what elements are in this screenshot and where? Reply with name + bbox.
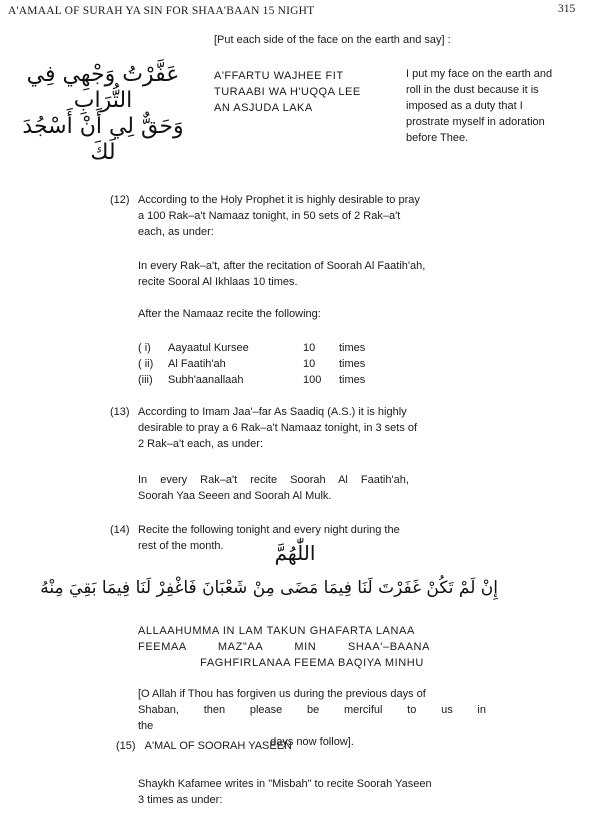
dua1-translit-line: AN ASJUDA LAKA [214, 102, 313, 114]
dua1-arabic-line2: وَحَقٌّ لِي أَنْ أَسْجُدَ لَكَ [22, 114, 184, 165]
dua1-translit-line: A'FFARTU WAJHEE FIT [214, 70, 344, 82]
dua1-translit-line: TURAABI WA H'UQQA LEE [214, 86, 361, 98]
dua1-arabic [8, 62, 198, 166]
item15-line: 3 times as under: [138, 794, 223, 806]
item15-line: Shaykh Kafamee writes in "Misbah" to recite Soorah Yaseen [138, 778, 432, 790]
item13-para2-line: In every Rak–a't recite Soorah Al Faatih'ah, [138, 474, 409, 486]
item14-translit-line: ALLAAHUMMA IN LAM TAKUN GHAFARTA LANAA [138, 625, 415, 637]
dua1-translation-line: I put my face on the earth and [406, 68, 553, 80]
item14-line: rest of the month. [138, 540, 224, 552]
item-number: (14) [110, 524, 130, 536]
item14-line: Recite the following tonight and every night during the [138, 524, 400, 536]
item12-line: According to the Holy Prophet it is highly desirable to pray [138, 194, 420, 206]
item13-line: According to Imam Jaa'–far As Saadiq (A.S.) it is highly [138, 406, 407, 418]
item-number: (12) [110, 194, 130, 206]
dua1-translation-line: roll in the dust because it is [406, 84, 539, 96]
item14-translation-line: Shaban, then please be merciful to us in the [138, 704, 486, 732]
item12-para2 [138, 258, 488, 290]
item-12 [110, 192, 485, 240]
item15-body [138, 776, 488, 808]
page-number: 315 [558, 3, 576, 15]
running-header: A'AMAAL OF SURAH YA SIN FOR SHAA'BAAN 15 NIGHT [8, 5, 315, 17]
intro-instruction: [Put each side of the face on the earth and say] : [214, 34, 451, 46]
item-13 [110, 404, 485, 452]
item14-transliteration [138, 623, 486, 671]
item12-para2-line: recite Sooral Al Ikhlaas 10 times. [138, 276, 298, 288]
item14-translation-line: [O Allah if Thou has forgiven us during the previous days of [138, 688, 426, 700]
list-item: (iii) Subh'aanallaah 100 times [138, 374, 366, 386]
dua1-arabic-line1: عَفَّرْتُ وَجْهِي فِي التُّرَابِ [26, 62, 180, 113]
list-item: ( i) Aayaatul Kursee 10 times [138, 342, 366, 354]
item15-heading: A'MAL OF SOORAH YASEEN [144, 740, 293, 752]
dua1-translation-line: prostrate myself in adoration [406, 116, 545, 128]
item-15 [116, 738, 292, 754]
item-number: (13) [110, 406, 130, 418]
item12-para3: After the Namaaz recite the following: [138, 308, 321, 320]
dua1-transliteration [214, 68, 394, 116]
item13-line: desirable to pray a 6 Rak–a't Namaaz tonight, in 3 sets of [138, 422, 418, 434]
dua1-translation-line: before Thee. [406, 132, 469, 144]
item14-translation-line: days now follow]. [270, 736, 354, 748]
item12-para2-line: In every Rak–a't, after the recitation of Soorah Al Faatih'ah, [138, 260, 426, 272]
item14-arabic-top: اللّٰهُمَّ [274, 541, 316, 565]
list-item: ( ii) Al Faatih'ah 10 times [138, 358, 366, 370]
item12-line: a 100 Rak–a't Namaaz tonight, in 50 sets of 2 Rak–a't [138, 210, 401, 222]
item13-para2 [138, 472, 485, 504]
item14-translit-line: FEEMAA MAZ"AA MIN SHAA'–BAANA [138, 641, 431, 653]
item13-para2-line: Soorah Yaa Seeen and Soorah Al Mulk. [138, 490, 332, 502]
item-number: (15) [116, 740, 136, 752]
item14-translit-line: FAGHFIRLANAA FEEMA BAQIYA MINHU [200, 657, 424, 669]
item13-line: 2 Rak–a't each, as under: [138, 438, 264, 450]
item12-line: each, as under: [138, 226, 214, 238]
dua1-translation [406, 66, 586, 146]
item14-arabic-main: إِنْ لَمْ تَكُنْ غَفَرْتَ لَنَا فِيمَا مَضَى مِنْ شَعْبَانَ فَاغْفِرْ لَنَا فِيمَا بَقِيَ مِنْهُ [40, 578, 498, 598]
dua1-translation-line: imposed as a duty that I [406, 100, 523, 112]
item12-list [138, 340, 365, 388]
